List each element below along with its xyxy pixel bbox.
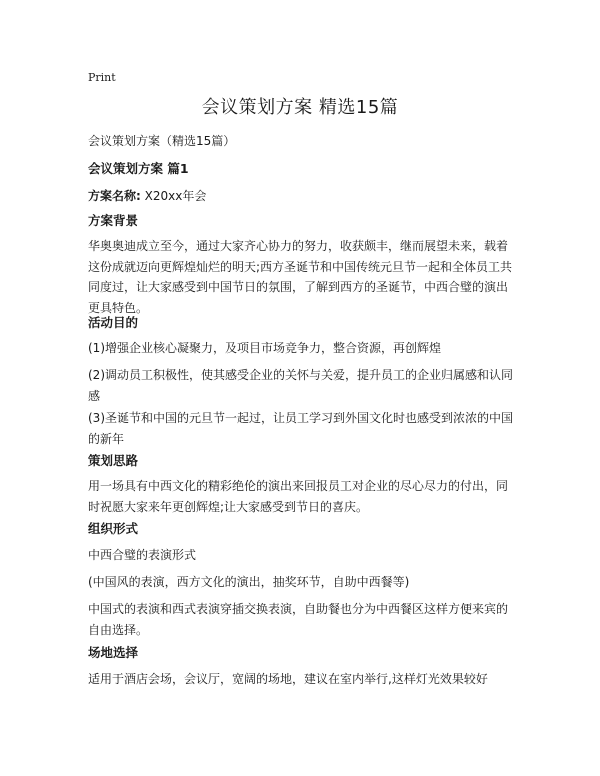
form-line: 中西合璧的表演形式	[88, 548, 197, 562]
background-paragraph: 华奥奥迪成立至今，通过大家齐心协力的努力，收获颇丰，继而展望未来，载着这份成就迈向更辉煌灿烂的明天;西方圣诞节和中国传统元旦节一起和全体员工共同度过，让大家感受到中国节日的氛围，了解到西方的圣诞节，中西合璧的演出更具特色。	[88, 239, 513, 315]
print-label: Print	[88, 71, 116, 84]
venue-paragraph: 适用于酒店会场，会议厅，宽阔的场地，建议在室内举行,这样灯光效果较好	[88, 672, 488, 686]
subtitle: 会议策划方案（精选15篇）	[88, 134, 236, 148]
form-heading: 组织形式	[88, 521, 139, 536]
venue-heading: 场地选择	[88, 645, 139, 660]
background-heading: 方案背景	[88, 213, 139, 228]
plan-name-label: 方案名称:	[88, 189, 141, 203]
plan-name-value: X20xx年会	[144, 189, 207, 203]
form-line: 中国式的表演和西式表演穿插交换表演，自助餐也分为中西餐区这样方便来宾的自由选择。	[88, 602, 509, 637]
document-title: 会议策划方案 精选15篇	[201, 97, 399, 118]
section-title: 会议策划方案 篇1	[88, 161, 189, 176]
purpose-item: (2)调动员工积极性，使其感受企业的关怀与关爱，提升员工的企业归属感和认同感	[88, 368, 514, 403]
purpose-heading: 活动目的	[88, 315, 139, 330]
plan-name-row	[88, 186, 518, 206]
purpose-item: (3)圣诞节和中国的元旦节一起过，让员工学习到外国文化时也感受到浓浓的中国的新年	[88, 411, 514, 446]
idea-paragraph: 用一场具有中西文化的精彩绝伦的演出来回报员工对企业的尽心尽力的付出，同时祝愿大家来年更创辉煌;让大家感受到节日的喜庆。	[88, 479, 509, 514]
form-line: (中国风的表演，西方文化的演出，抽奖环节，自助中西餐等)	[88, 575, 410, 589]
idea-heading: 策划思路	[88, 453, 139, 468]
purpose-item: (1)增强企业核心凝聚力，及项目市场竞争力，整合资源，再创辉煌	[88, 341, 442, 355]
